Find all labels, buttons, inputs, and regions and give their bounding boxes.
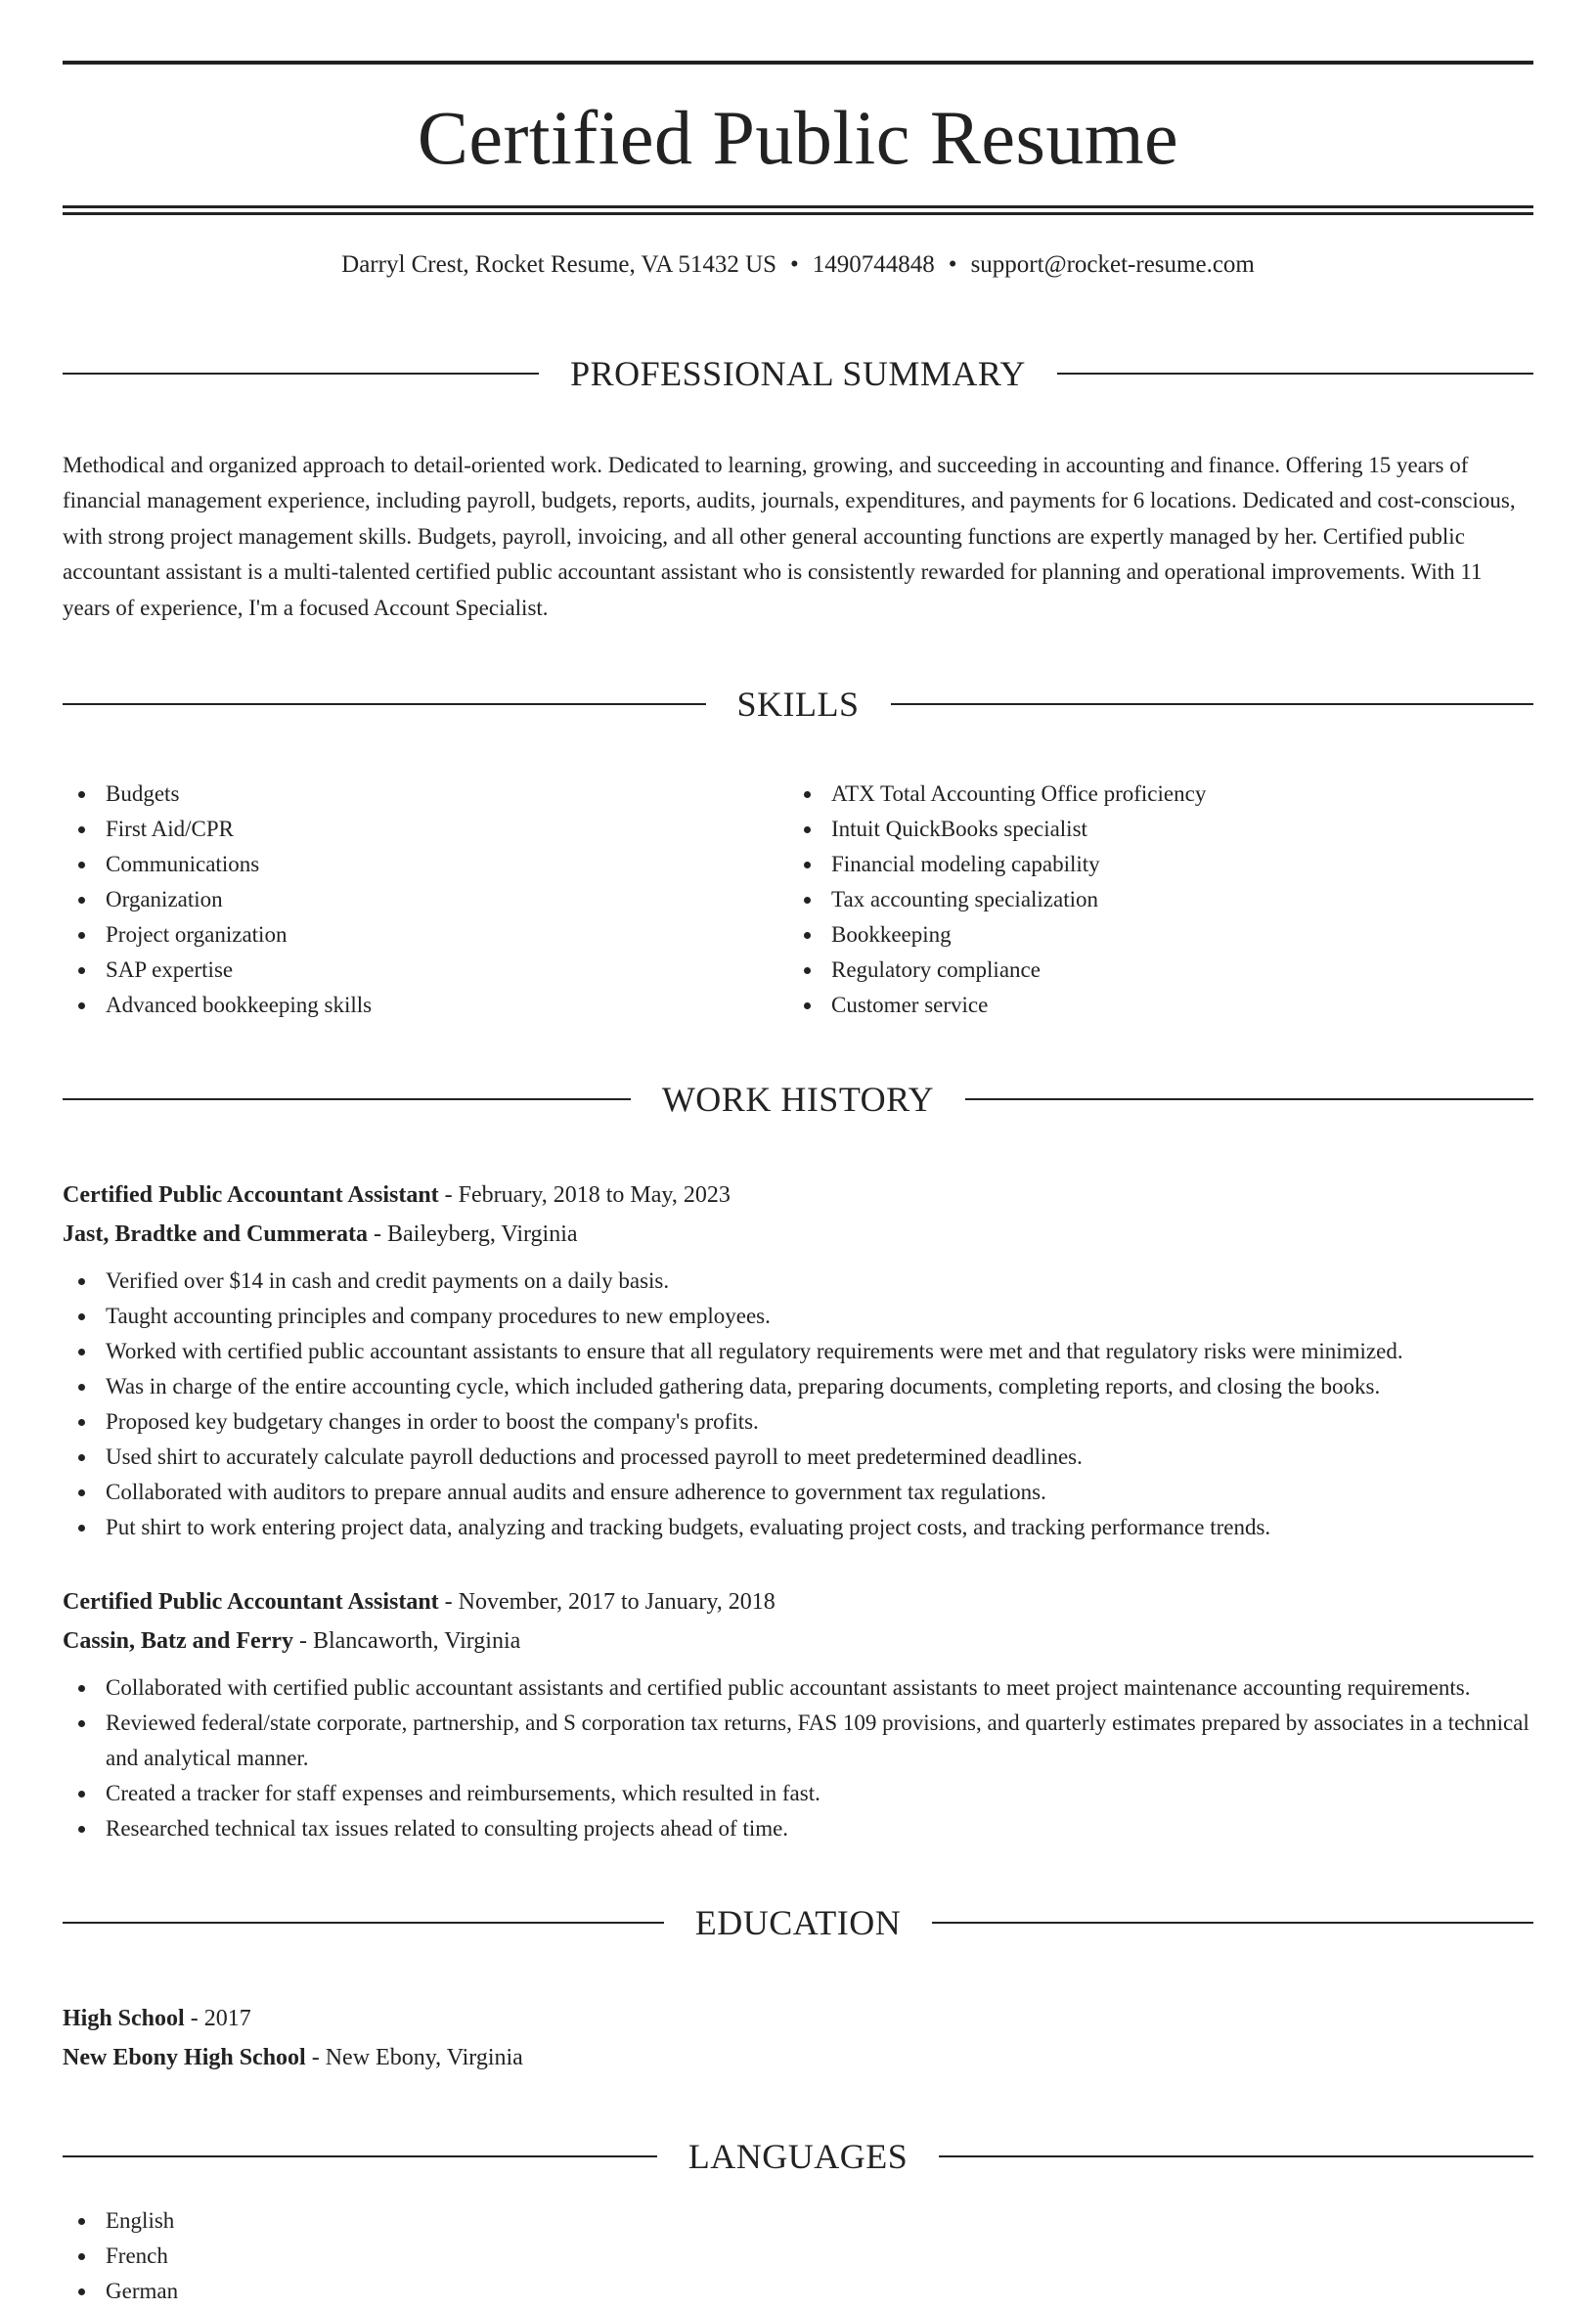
job-location: Baileyberg, Virginia [387, 1221, 578, 1247]
skills-column-left [63, 777, 788, 1023]
education-year: 2017 [203, 2005, 251, 2031]
skill-item: Communications [63, 847, 788, 882]
dash: - [438, 1181, 459, 1208]
work-history-heading [63, 1052, 1533, 1146]
title-double-rule [63, 205, 1533, 215]
language-item: English [63, 2203, 1533, 2239]
job-title-line [63, 1582, 1533, 1621]
dash: - [438, 1588, 459, 1615]
skill-item: Customer service [788, 988, 1533, 1023]
job-dates: November, 2017 to January, 2018 [458, 1588, 776, 1615]
skill-item: Intuit QuickBooks specialist [788, 812, 1533, 847]
contact-line [63, 250, 1533, 280]
heading-rule [932, 1922, 1533, 1924]
dash: - [184, 2005, 204, 2031]
contact-separator: • [948, 251, 957, 278]
job-duty: Proposed key budgetary changes in order to boost the company's profits. [63, 1404, 1533, 1440]
summary-heading-label: PROFESSIONAL SUMMARY [570, 353, 1026, 393]
skills-heading-label: SKILLS [736, 685, 860, 725]
job-duties [63, 1670, 1533, 1846]
dash: - [368, 1221, 387, 1247]
heading-rule [63, 2155, 657, 2157]
heading-rule [63, 1922, 664, 1924]
language-item: German [63, 2274, 1533, 2309]
job-duty: Reviewed federal/state corporate, partnership, and S corporation tax returns, FAS 109 provisions, and quarterly estimates prepared by associates in a technical and analytical manner. [63, 1706, 1533, 1776]
job-company: Jast, Bradtke and Cummerata [63, 1221, 368, 1247]
job-company-line [63, 1621, 1533, 1661]
summary-text: Methodical and organized approach to detail-oriented work. Dedicated to learning, growing, and succeeding in accounting and finance. Offering 15 years of financial management experience, including payroll, budgets, reports, audits, journals, expenditures, and payments for 6 locations. Dedicated and cost-conscious, with strong project management skills. Budgets, payroll, invoicing, and all other general accounting functions are expertly managed by her. Certified public accountant assistant is a multi-talented certified public accountant assistant who is consistently rewarded for planning and operational improvements. With 11 years of experience, I'm a focused Account Specialist. [63, 452, 1516, 620]
job-duties [63, 1264, 1533, 1545]
languages-list [63, 2203, 1533, 2309]
dash: - [305, 2044, 326, 2070]
job-duty: Collaborated with auditors to prepare annual audits and ensure adherence to government tax regulations. [63, 1475, 1533, 1510]
languages-heading [63, 2110, 1533, 2204]
skill-item: Advanced bookkeeping skills [63, 988, 788, 1023]
education-heading [63, 1876, 1533, 1970]
skills-list [63, 777, 1533, 1023]
skills-heading [63, 657, 1533, 751]
summary-heading [63, 327, 1533, 421]
contact-phone: 1490744848 [812, 251, 935, 278]
skill-item: Organization [63, 882, 788, 917]
job-duty: Collaborated with certified public accountant assistants and certified public accountant assistants to meet project maintenance accounting requirements. [63, 1670, 1533, 1706]
education-degree-line [63, 1999, 1533, 2038]
job-duty: Used shirt to accurately calculate payroll deductions and processed payroll to meet predetermined deadlines. [63, 1440, 1533, 1475]
contact-separator: • [790, 251, 799, 278]
top-rule [63, 61, 1533, 65]
job-title: Certified Public Accountant Assistant [63, 1588, 439, 1615]
skill-item: Regulatory compliance [788, 953, 1533, 988]
job-entry [63, 1582, 1533, 1846]
heading-rule [939, 2155, 1533, 2157]
job-company: Cassin, Batz and Ferry [63, 1627, 293, 1654]
heading-rule [1057, 373, 1533, 375]
job-entry [63, 1176, 1533, 1545]
job-title: Certified Public Accountant Assistant [63, 1181, 439, 1208]
skill-item: Financial modeling capability [788, 847, 1533, 882]
language-item: French [63, 2239, 1533, 2274]
job-duty: Created a tracker for staff expenses and reimbursements, which resulted in fast. [63, 1776, 1533, 1811]
contact-email: support@rocket-resume.com [970, 251, 1255, 278]
work-history-heading-label: WORK HISTORY [661, 1079, 935, 1119]
education-school: New Ebony High School [63, 2044, 306, 2070]
skill-item: Budgets [63, 777, 788, 812]
languages-heading-label: LANGUAGES [687, 2137, 909, 2177]
job-duty: Worked with certified public accountant assistants to ensure that all regulatory requirements were met and that regulatory risks were minimized. [63, 1334, 1533, 1369]
skills-column-right [788, 777, 1533, 1023]
skill-item: First Aid/CPR [63, 812, 788, 847]
skill-item: Bookkeeping [788, 917, 1533, 953]
job-duty: Verified over $14 in cash and credit payments on a daily basis. [63, 1264, 1533, 1299]
heading-rule [63, 1098, 631, 1100]
heading-rule [63, 373, 539, 375]
education-heading-label: EDUCATION [694, 1902, 902, 1942]
skill-item: ATX Total Accounting Office proficiency [788, 777, 1533, 812]
heading-rule [63, 703, 706, 705]
education-location: New Ebony, Virginia [325, 2044, 523, 2070]
contact-address: Darryl Crest, Rocket Resume, VA 51432 US [341, 251, 777, 278]
job-company-line [63, 1215, 1533, 1254]
skill-item: Project organization [63, 917, 788, 953]
heading-rule [891, 703, 1534, 705]
skill-item: SAP expertise [63, 953, 788, 988]
heading-rule [965, 1098, 1533, 1100]
education-degree: High School [63, 2005, 185, 2031]
resume-title: Certified Public Resume [417, 95, 1179, 180]
dash: - [293, 1627, 313, 1654]
job-duty: Researched technical tax issues related to consulting projects ahead of time. [63, 1811, 1533, 1846]
education-school-line [63, 2038, 1533, 2077]
job-title-line [63, 1176, 1533, 1215]
job-duty: Taught accounting principles and company procedures to new employees. [63, 1299, 1533, 1334]
job-location: Blancaworth, Virginia [313, 1627, 521, 1654]
skill-item: Tax accounting specialization [788, 882, 1533, 917]
job-duty: Was in charge of the entire accounting cycle, which included gathering data, preparing documents, completing reports, and closing the books. [63, 1369, 1533, 1404]
job-duty: Put shirt to work entering project data, analyzing and tracking budgets, evaluating project costs, and tracking performance trends. [63, 1510, 1533, 1545]
job-dates: February, 2018 to May, 2023 [458, 1181, 731, 1208]
